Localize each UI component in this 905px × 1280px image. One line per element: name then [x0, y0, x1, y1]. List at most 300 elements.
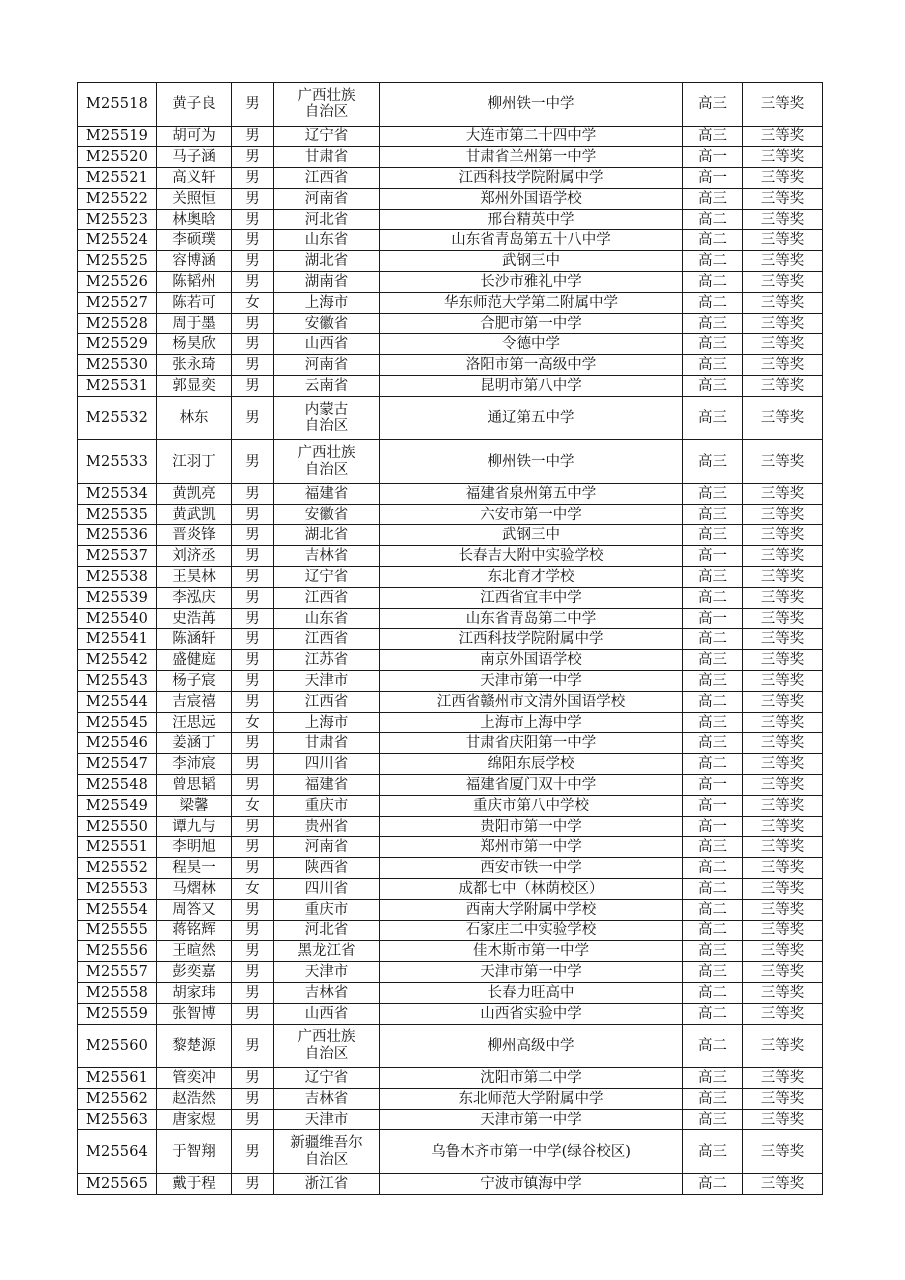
province-cell: 上海市 [274, 292, 380, 313]
school-cell: 柳州铁一中学 [380, 83, 683, 127]
gender-cell: 男 [232, 650, 274, 671]
school-cell: 西安市铁一中学 [380, 858, 683, 879]
school-cell: 天津市第一中学 [380, 1109, 683, 1130]
grade-cell: 高三 [683, 126, 743, 147]
table-row [78, 376, 823, 397]
student-name-cell: 李明旭 [157, 837, 232, 858]
school-cell: 沈阳市第二中学 [380, 1068, 683, 1089]
gender-cell: 男 [232, 629, 274, 650]
award-cell: 三等奖 [743, 168, 823, 189]
award-list-sheet [77, 82, 822, 1195]
gender-cell: 男 [232, 1173, 274, 1194]
school-cell: 郑州外国语学校 [380, 188, 683, 209]
gender-cell: 男 [232, 251, 274, 272]
award-cell: 三等奖 [743, 376, 823, 397]
student-name-cell: 唐家煜 [157, 1109, 232, 1130]
gender-cell: 男 [232, 504, 274, 525]
school-cell: 柳州铁一中学 [380, 440, 683, 484]
province-cell: 新疆维吾尔 自治区 [274, 1130, 380, 1174]
grade-cell: 高三 [683, 83, 743, 127]
table-row [78, 1088, 823, 1109]
province-cell: 湖南省 [274, 272, 380, 293]
table-row [78, 525, 823, 546]
table-row [78, 126, 823, 147]
grade-cell: 高二 [683, 230, 743, 251]
student-name-cell: 戴于程 [157, 1173, 232, 1194]
student-name-cell: 林奥晗 [157, 209, 232, 230]
gender-cell: 男 [232, 376, 274, 397]
school-cell: 六安市第一中学 [380, 504, 683, 525]
award-cell: 三等奖 [743, 1130, 823, 1174]
table-row [78, 1068, 823, 1089]
student-name-cell: 张智博 [157, 1003, 232, 1024]
entry-id-cell: M25525 [78, 251, 157, 272]
gender-cell: 男 [232, 754, 274, 775]
school-cell: 甘肃省庆阳第一中学 [380, 733, 683, 754]
award-cell: 三等奖 [743, 504, 823, 525]
award-cell: 三等奖 [743, 567, 823, 588]
award-cell: 三等奖 [743, 962, 823, 983]
student-name-cell: 黎楚源 [157, 1024, 232, 1068]
entry-id-cell: M25564 [78, 1130, 157, 1174]
gender-cell: 男 [232, 962, 274, 983]
province-cell: 贵州省 [274, 816, 380, 837]
student-name-cell: 周答又 [157, 899, 232, 920]
province-cell: 安徽省 [274, 313, 380, 334]
province-cell: 甘肃省 [274, 147, 380, 168]
gender-cell: 男 [232, 272, 274, 293]
school-cell: 成都七中（林荫校区） [380, 879, 683, 900]
entry-id-cell: M25530 [78, 355, 157, 376]
entry-id-cell: M25532 [78, 396, 157, 440]
table-row [78, 962, 823, 983]
entry-id-cell: M25550 [78, 816, 157, 837]
grade-cell: 高三 [683, 941, 743, 962]
student-name-cell: 马熠林 [157, 879, 232, 900]
entry-id-cell: M25542 [78, 650, 157, 671]
grade-cell: 高三 [683, 525, 743, 546]
school-cell: 邢台精英中学 [380, 209, 683, 230]
entry-id-cell: M25518 [78, 83, 157, 127]
award-cell: 三等奖 [743, 712, 823, 733]
school-cell: 洛阳市第一高级中学 [380, 355, 683, 376]
entry-id-cell: M25538 [78, 567, 157, 588]
student-name-cell: 陈若可 [157, 292, 232, 313]
school-cell: 合肥市第一中学 [380, 313, 683, 334]
student-name-cell: 张永琦 [157, 355, 232, 376]
entry-id-cell: M25552 [78, 858, 157, 879]
province-cell: 辽宁省 [274, 1068, 380, 1089]
gender-cell: 男 [232, 1130, 274, 1174]
table-row [78, 587, 823, 608]
table-row [78, 899, 823, 920]
grade-cell: 高三 [683, 504, 743, 525]
table-row [78, 629, 823, 650]
province-cell: 广西壮族 自治区 [274, 1024, 380, 1068]
table-row [78, 671, 823, 692]
gender-cell: 男 [232, 920, 274, 941]
grade-cell: 高三 [683, 671, 743, 692]
gender-cell: 女 [232, 712, 274, 733]
grade-cell: 高三 [683, 1088, 743, 1109]
award-cell: 三等奖 [743, 691, 823, 712]
school-cell: 天津市第一中学 [380, 671, 683, 692]
gender-cell: 男 [232, 1003, 274, 1024]
school-cell: 西南大学附属中学校 [380, 899, 683, 920]
gender-cell: 男 [232, 147, 274, 168]
grade-cell: 高二 [683, 1173, 743, 1194]
table-row [78, 816, 823, 837]
grade-cell: 高二 [683, 1003, 743, 1024]
school-cell: 绵阳东辰学校 [380, 754, 683, 775]
province-cell: 甘肃省 [274, 733, 380, 754]
table-row [78, 608, 823, 629]
student-name-cell: 谭九与 [157, 816, 232, 837]
province-cell: 江苏省 [274, 650, 380, 671]
grade-cell: 高三 [683, 396, 743, 440]
school-cell: 福建省厦门双十中学 [380, 775, 683, 796]
gender-cell: 男 [232, 334, 274, 355]
award-cell: 三等奖 [743, 775, 823, 796]
student-name-cell: 姜涵丁 [157, 733, 232, 754]
entry-id-cell: M25565 [78, 1173, 157, 1194]
school-cell: 令德中学 [380, 334, 683, 355]
province-cell: 天津市 [274, 671, 380, 692]
table-row [78, 504, 823, 525]
school-cell: 佳木斯市第一中学 [380, 941, 683, 962]
entry-id-cell: M25545 [78, 712, 157, 733]
gender-cell: 男 [232, 209, 274, 230]
table-row [78, 355, 823, 376]
province-cell: 内蒙古 自治区 [274, 396, 380, 440]
grade-cell: 高二 [683, 209, 743, 230]
student-name-cell: 吉宸禧 [157, 691, 232, 712]
gender-cell: 男 [232, 188, 274, 209]
school-cell: 石家庄二中实验学校 [380, 920, 683, 941]
gender-cell: 女 [232, 879, 274, 900]
province-cell: 云南省 [274, 376, 380, 397]
school-cell: 江西科技学院附属中学 [380, 168, 683, 189]
grade-cell: 高三 [683, 733, 743, 754]
entry-id-cell: M25533 [78, 440, 157, 484]
award-table [77, 82, 823, 1195]
school-cell: 昆明市第八中学 [380, 376, 683, 397]
table-row [78, 147, 823, 168]
gender-cell: 男 [232, 733, 274, 754]
gender-cell: 男 [232, 355, 274, 376]
province-cell: 四川省 [274, 879, 380, 900]
gender-cell: 男 [232, 525, 274, 546]
grade-cell: 高二 [683, 1024, 743, 1068]
student-name-cell: 黄武凯 [157, 504, 232, 525]
entry-id-cell: M25528 [78, 313, 157, 334]
province-cell: 河南省 [274, 837, 380, 858]
award-cell: 三等奖 [743, 251, 823, 272]
grade-cell: 高一 [683, 608, 743, 629]
grade-cell: 高二 [683, 251, 743, 272]
student-name-cell: 赵浩然 [157, 1088, 232, 1109]
grade-cell: 高一 [683, 546, 743, 567]
school-cell: 华东师范大学第二附属中学 [380, 292, 683, 313]
gender-cell: 女 [232, 292, 274, 313]
gender-cell: 男 [232, 775, 274, 796]
student-name-cell: 刘济丞 [157, 546, 232, 567]
table-row [78, 858, 823, 879]
entry-id-cell: M25544 [78, 691, 157, 712]
grade-cell: 高三 [683, 837, 743, 858]
gender-cell: 男 [232, 546, 274, 567]
student-name-cell: 程昊一 [157, 858, 232, 879]
school-cell: 江西省宜丰中学 [380, 587, 683, 608]
entry-id-cell: M25520 [78, 147, 157, 168]
table-row [78, 712, 823, 733]
grade-cell: 高二 [683, 899, 743, 920]
award-cell: 三等奖 [743, 795, 823, 816]
entry-id-cell: M25559 [78, 1003, 157, 1024]
school-cell: 长沙市雅礼中学 [380, 272, 683, 293]
entry-id-cell: M25563 [78, 1109, 157, 1130]
gender-cell: 男 [232, 396, 274, 440]
grade-cell: 高二 [683, 879, 743, 900]
grade-cell: 高二 [683, 982, 743, 1003]
grade-cell: 高三 [683, 650, 743, 671]
entry-id-cell: M25555 [78, 920, 157, 941]
province-cell: 重庆市 [274, 795, 380, 816]
table-row [78, 733, 823, 754]
school-cell: 天津市第一中学 [380, 962, 683, 983]
entry-id-cell: M25537 [78, 546, 157, 567]
province-cell: 重庆市 [274, 899, 380, 920]
award-cell: 三等奖 [743, 83, 823, 127]
province-cell: 湖北省 [274, 525, 380, 546]
entry-id-cell: M25543 [78, 671, 157, 692]
table-row [78, 168, 823, 189]
gender-cell: 男 [232, 816, 274, 837]
award-cell: 三等奖 [743, 816, 823, 837]
student-name-cell: 陈韬州 [157, 272, 232, 293]
school-cell: 郑州市第一中学 [380, 837, 683, 858]
gender-cell: 男 [232, 982, 274, 1003]
award-cell: 三等奖 [743, 313, 823, 334]
award-cell: 三等奖 [743, 754, 823, 775]
gender-cell: 男 [232, 858, 274, 879]
entry-id-cell: M25527 [78, 292, 157, 313]
gender-cell: 男 [232, 83, 274, 127]
grade-cell: 高三 [683, 334, 743, 355]
entry-id-cell: M25554 [78, 899, 157, 920]
province-cell: 江西省 [274, 691, 380, 712]
student-name-cell: 彭奕嘉 [157, 962, 232, 983]
award-table-body [78, 83, 823, 1195]
table-row [78, 334, 823, 355]
award-cell: 三等奖 [743, 440, 823, 484]
province-cell: 安徽省 [274, 504, 380, 525]
province-cell: 河南省 [274, 355, 380, 376]
student-name-cell: 关照恒 [157, 188, 232, 209]
student-name-cell: 王昊林 [157, 567, 232, 588]
grade-cell: 高二 [683, 920, 743, 941]
province-cell: 吉林省 [274, 1088, 380, 1109]
grade-cell: 高三 [683, 712, 743, 733]
school-cell: 山东省青岛第五十八中学 [380, 230, 683, 251]
entry-id-cell: M25534 [78, 483, 157, 504]
school-cell: 武钢三中 [380, 251, 683, 272]
gender-cell: 男 [232, 483, 274, 504]
grade-cell: 高一 [683, 816, 743, 837]
student-name-cell: 盛健庭 [157, 650, 232, 671]
award-cell: 三等奖 [743, 671, 823, 692]
province-cell: 山东省 [274, 230, 380, 251]
table-row [78, 1024, 823, 1068]
entry-id-cell: M25547 [78, 754, 157, 775]
award-cell: 三等奖 [743, 147, 823, 168]
school-cell: 福建省泉州第五中学 [380, 483, 683, 504]
entry-id-cell: M25522 [78, 188, 157, 209]
student-name-cell: 史浩苒 [157, 608, 232, 629]
award-cell: 三等奖 [743, 837, 823, 858]
student-name-cell: 蒋铭辉 [157, 920, 232, 941]
grade-cell: 高三 [683, 962, 743, 983]
gender-cell: 男 [232, 1068, 274, 1089]
entry-id-cell: M25536 [78, 525, 157, 546]
gender-cell: 男 [232, 899, 274, 920]
gender-cell: 男 [232, 587, 274, 608]
grade-cell: 高一 [683, 147, 743, 168]
province-cell: 辽宁省 [274, 567, 380, 588]
entry-id-cell: M25539 [78, 587, 157, 608]
award-cell: 三等奖 [743, 334, 823, 355]
student-name-cell: 林东 [157, 396, 232, 440]
table-row [78, 920, 823, 941]
grade-cell: 高三 [683, 483, 743, 504]
province-cell: 辽宁省 [274, 126, 380, 147]
province-cell: 江西省 [274, 629, 380, 650]
entry-id-cell: M25535 [78, 504, 157, 525]
student-name-cell: 汪思远 [157, 712, 232, 733]
school-cell: 江西科技学院附属中学 [380, 629, 683, 650]
award-cell: 三等奖 [743, 920, 823, 941]
entry-id-cell: M25540 [78, 608, 157, 629]
table-row [78, 795, 823, 816]
table-row [78, 837, 823, 858]
award-cell: 三等奖 [743, 188, 823, 209]
entry-id-cell: M25556 [78, 941, 157, 962]
table-row [78, 1173, 823, 1194]
school-cell: 通辽第五中学 [380, 396, 683, 440]
grade-cell: 高二 [683, 272, 743, 293]
school-cell: 宁波市镇海中学 [380, 1173, 683, 1194]
grade-cell: 高三 [683, 1068, 743, 1089]
entry-id-cell: M25541 [78, 629, 157, 650]
grade-cell: 高三 [683, 567, 743, 588]
grade-cell: 高一 [683, 795, 743, 816]
table-row [78, 230, 823, 251]
entry-id-cell: M25526 [78, 272, 157, 293]
student-name-cell: 黄子良 [157, 83, 232, 127]
student-name-cell: 于智翔 [157, 1130, 232, 1174]
entry-id-cell: M25529 [78, 334, 157, 355]
school-cell: 乌鲁木齐市第一中学(绿谷校区) [380, 1130, 683, 1174]
grade-cell: 高三 [683, 376, 743, 397]
award-cell: 三等奖 [743, 1088, 823, 1109]
school-cell: 东北育才学校 [380, 567, 683, 588]
table-row [78, 292, 823, 313]
province-cell: 福建省 [274, 483, 380, 504]
grade-cell: 高一 [683, 168, 743, 189]
table-row [78, 188, 823, 209]
student-name-cell: 黄凯亮 [157, 483, 232, 504]
award-cell: 三等奖 [743, 1068, 823, 1089]
province-cell: 江西省 [274, 168, 380, 189]
student-name-cell: 曾思韬 [157, 775, 232, 796]
grade-cell: 高三 [683, 1109, 743, 1130]
province-cell: 福建省 [274, 775, 380, 796]
table-row [78, 209, 823, 230]
award-cell: 三等奖 [743, 858, 823, 879]
school-cell: 长春吉大附中实验学校 [380, 546, 683, 567]
student-name-cell: 李沛宸 [157, 754, 232, 775]
grade-cell: 高一 [683, 775, 743, 796]
student-name-cell: 胡家玮 [157, 982, 232, 1003]
gender-cell: 男 [232, 941, 274, 962]
province-cell: 湖北省 [274, 251, 380, 272]
grade-cell: 高三 [683, 188, 743, 209]
award-cell: 三等奖 [743, 629, 823, 650]
entry-id-cell: M25524 [78, 230, 157, 251]
student-name-cell: 容博涵 [157, 251, 232, 272]
school-cell: 江西省赣州市文清外国语学校 [380, 691, 683, 712]
gender-cell: 男 [232, 313, 274, 334]
table-row [78, 650, 823, 671]
student-name-cell: 胡可为 [157, 126, 232, 147]
school-cell: 山西省实验中学 [380, 1003, 683, 1024]
table-row [78, 396, 823, 440]
entry-id-cell: M25553 [78, 879, 157, 900]
gender-cell: 男 [232, 671, 274, 692]
gender-cell: 男 [232, 567, 274, 588]
grade-cell: 高二 [683, 858, 743, 879]
award-cell: 三等奖 [743, 209, 823, 230]
gender-cell: 男 [232, 168, 274, 189]
award-cell: 三等奖 [743, 899, 823, 920]
award-cell: 三等奖 [743, 525, 823, 546]
award-cell: 三等奖 [743, 982, 823, 1003]
table-row [78, 1130, 823, 1174]
student-name-cell: 江羽丁 [157, 440, 232, 484]
province-cell: 浙江省 [274, 1173, 380, 1194]
entry-id-cell: M25521 [78, 168, 157, 189]
province-cell: 江西省 [274, 587, 380, 608]
gender-cell: 男 [232, 1109, 274, 1130]
school-cell: 重庆市第八中学校 [380, 795, 683, 816]
grade-cell: 高三 [683, 313, 743, 334]
entry-id-cell: M25557 [78, 962, 157, 983]
province-cell: 广西壮族 自治区 [274, 83, 380, 127]
table-row [78, 879, 823, 900]
gender-cell: 男 [232, 1024, 274, 1068]
province-cell: 黑龙江省 [274, 941, 380, 962]
student-name-cell: 李硕璞 [157, 230, 232, 251]
award-cell: 三等奖 [743, 733, 823, 754]
school-cell: 山东省青岛第二中学 [380, 608, 683, 629]
award-cell: 三等奖 [743, 272, 823, 293]
province-cell: 河南省 [274, 188, 380, 209]
student-name-cell: 杨子宸 [157, 671, 232, 692]
award-cell: 三等奖 [743, 396, 823, 440]
school-cell: 甘肃省兰州第一中学 [380, 147, 683, 168]
table-row [78, 982, 823, 1003]
grade-cell: 高二 [683, 691, 743, 712]
